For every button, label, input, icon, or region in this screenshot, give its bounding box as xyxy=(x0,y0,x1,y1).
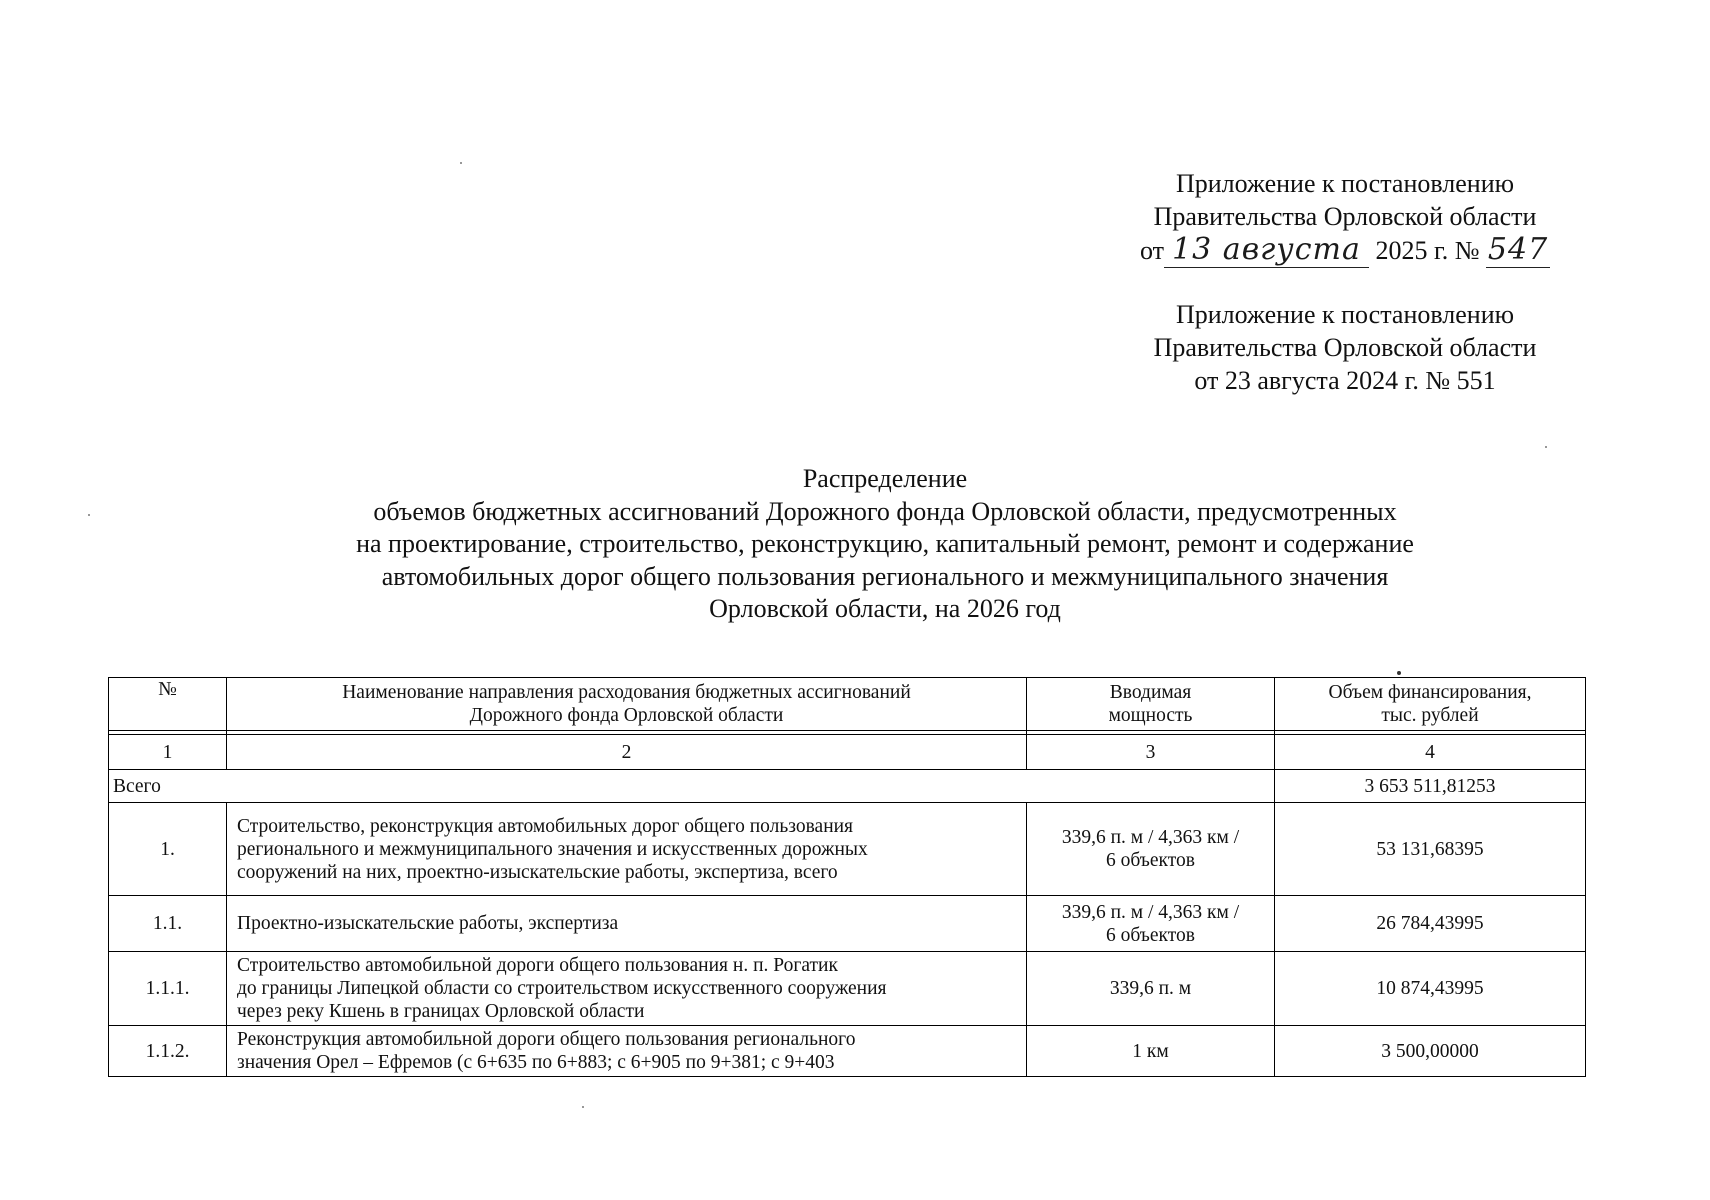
row-capacity: 1 км xyxy=(1027,1026,1275,1077)
scan-speck xyxy=(1397,671,1401,675)
appendix-line-2: Правительства Орловской области xyxy=(1153,202,1537,231)
title-line-4: автомобильных дорог общего пользования регионального и межмуниципального значения xyxy=(381,561,1389,591)
header-capacity: Вводимая мощность xyxy=(1027,678,1275,731)
table-header-row xyxy=(109,678,1586,731)
appendix-old-line-1: Приложение к постановлению xyxy=(1175,300,1515,329)
total-label: Всего xyxy=(109,770,1275,803)
row-name: Строительство автомобильной дороги общего пользования н. п. Рогатик до границы Липецкой области со строительством искусственного сооружения через реку Кшень в границах Орловской области xyxy=(227,952,1027,1026)
title-line-2: объемов бюджетных ассигнований Дорожного фонда Орловской области, предусмотренных xyxy=(373,496,1397,526)
appendix-old-line-2: Правительства Орловской области xyxy=(1153,333,1537,362)
appendix-header-old xyxy=(1110,298,1580,397)
handwritten-number: 547 xyxy=(1487,232,1549,267)
row-funding: 53 131,68395 xyxy=(1275,803,1586,896)
appendix-old-line-3: от 23 августа 2024 г. № 551 xyxy=(1194,366,1496,395)
row-capacity: 339,6 п. м xyxy=(1027,952,1275,1026)
date-prefix: от xyxy=(1139,236,1164,265)
scan-speck xyxy=(88,514,90,516)
row-name: Реконструкция автомобильной дороги общего пользования регионального значения Орел – Ефремов (с 6+635 по 6+883; с 6+905 по 9+381; с 9+403 xyxy=(227,1026,1027,1077)
table-row xyxy=(109,803,1586,896)
row-no: 1.1.1. xyxy=(109,952,227,1026)
title-line-3: на проектирование, строительство, реконструкцию, капитальный ремонт, ремонт и содержание xyxy=(356,529,1414,558)
header-no: № xyxy=(109,678,227,731)
column-number: 3 xyxy=(1027,735,1275,770)
header-funding: Объем финансирования, тыс. рублей xyxy=(1275,678,1586,731)
title-line-1: Распределение xyxy=(802,464,968,493)
row-funding: 3 500,00000 xyxy=(1275,1026,1586,1077)
appendix-line-3 xyxy=(1110,233,1580,267)
total-funding: 3 653 511,81253 xyxy=(1275,770,1586,803)
document-title xyxy=(280,463,1490,626)
row-funding: 26 784,43995 xyxy=(1275,896,1586,952)
row-no: 1.1.2. xyxy=(109,1026,227,1077)
title-line-5: Орловской области, на 2026 год xyxy=(709,594,1061,623)
table-row xyxy=(109,952,1586,1026)
column-number-row xyxy=(109,735,1586,770)
row-name: Проектно-изыскательские работы, экспертиза xyxy=(227,896,1027,952)
total-row xyxy=(109,770,1586,803)
row-funding: 10 874,43995 xyxy=(1275,952,1586,1026)
column-number: 2 xyxy=(227,735,1027,770)
scan-speck xyxy=(460,162,462,164)
row-no: 1. xyxy=(109,803,227,896)
handwritten-date: 13 августа xyxy=(1164,233,1369,267)
appendix-header-new xyxy=(1110,167,1580,267)
year-text: 2025 г. № xyxy=(1375,236,1480,265)
row-capacity: 339,6 п. м / 4,363 км / 6 объектов xyxy=(1027,803,1275,896)
scan-speck xyxy=(1545,446,1547,448)
column-number: 4 xyxy=(1275,735,1586,770)
row-name: Строительство, реконструкция автомобильных дорог общего пользования регионального и межмуниципального значения и искусственных дорожных сооружений на них, проектно-изыскательские работы, экспертиза, всего xyxy=(227,803,1027,896)
scan-speck xyxy=(582,1106,584,1108)
header-name: Наименование направления расходования бюджетных ассигнований Дорожного фонда Орловской области xyxy=(227,678,1027,731)
budget-table xyxy=(108,677,1586,1077)
table-row xyxy=(109,1026,1586,1077)
table-row xyxy=(109,896,1586,952)
appendix-line-1: Приложение к постановлению xyxy=(1175,169,1515,198)
row-no: 1.1. xyxy=(109,896,227,952)
column-number: 1 xyxy=(109,735,227,770)
row-capacity: 339,6 п. м / 4,363 км / 6 объектов xyxy=(1027,896,1275,952)
